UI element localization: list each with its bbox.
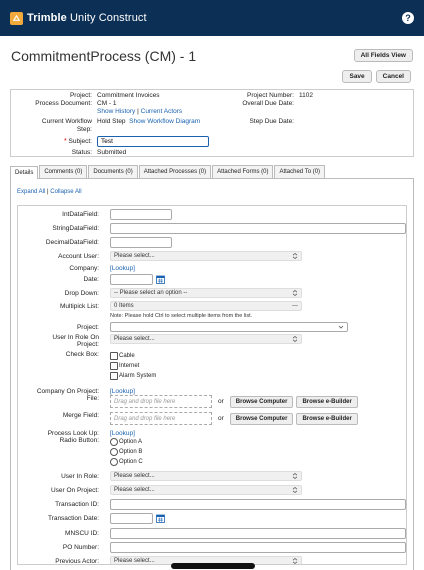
previous-actor-label: Previous Actor: — [55, 557, 99, 565]
trimble-logo-icon — [10, 12, 23, 25]
date-row — [18, 273, 406, 285]
project-row — [18, 321, 406, 333]
radio-option-b[interactable]: Option B — [110, 447, 142, 457]
separator: | — [47, 189, 49, 195]
all-fields-view-button[interactable]: All Fields View — [354, 49, 413, 62]
int-field-row — [18, 208, 406, 220]
user-role-project-row — [18, 334, 406, 350]
account-user-value: Please select... — [114, 253, 155, 259]
checkbox-alarm-system[interactable]: Alarm System — [110, 371, 156, 381]
radio-icon[interactable] — [110, 438, 118, 446]
company-row — [18, 263, 406, 273]
user-role-project-select[interactable] — [110, 334, 302, 344]
chevron-updown-icon — [292, 290, 298, 296]
multipick-label: Multipick List: — [59, 302, 99, 310]
brand-logo[interactable] — [10, 12, 147, 25]
process-document-value: CM - 1 — [97, 100, 117, 107]
overall-due-date-label: Overall Due Date: — [242, 100, 294, 107]
multipick-row — [18, 300, 406, 312]
radio-option-c[interactable]: Option C — [110, 457, 143, 467]
po-number-row — [18, 541, 406, 553]
project-number-label: Project Number: — [247, 92, 294, 99]
date-input[interactable] — [110, 274, 153, 285]
workflow-step-label-2: Step: — [76, 126, 92, 133]
string-field-label: StringDataField: — [52, 224, 99, 232]
action-bar — [0, 66, 424, 83]
user-project-select[interactable] — [110, 485, 302, 495]
mnscu-id-label: MNSCU ID: — [65, 529, 99, 537]
checkbox-icon[interactable] — [110, 372, 118, 380]
collapse-all-link[interactable]: Collapse All — [50, 189, 82, 195]
title-row — [0, 36, 424, 66]
merge-drop-zone[interactable]: Drag and drop file here — [110, 412, 212, 425]
multipick-select[interactable] — [110, 301, 302, 311]
account-user-label: Account User: — [58, 252, 99, 260]
user-role-select[interactable] — [110, 471, 302, 481]
account-user-select[interactable] — [110, 251, 302, 261]
page-title: CommitmentProcess (CM) - 1 — [11, 47, 197, 64]
show-workflow-diagram-link[interactable]: Show Workflow Diagram — [129, 118, 201, 125]
dropdown-value: -- Please select an option -- — [114, 290, 188, 296]
int-field-input[interactable] — [110, 209, 172, 220]
transaction-id-input[interactable] — [110, 499, 406, 510]
checkbox-row — [18, 351, 406, 385]
radio-icon[interactable] — [110, 448, 118, 456]
chevron-updown-icon — [292, 253, 298, 259]
process-document-label: Process Document: — [35, 100, 92, 107]
subject-input[interactable] — [97, 136, 209, 147]
workflow-step-value: Hold Step — [97, 118, 126, 125]
checkbox-icon[interactable] — [110, 362, 118, 370]
tab-details[interactable]: Details — [10, 166, 38, 179]
user-role-label: User In Role: — [61, 472, 99, 480]
project-field-label: Project: — [76, 323, 99, 331]
tab-attached-to[interactable]: Attached To (0) — [274, 165, 325, 178]
tab-documents[interactable]: Documents (0) — [88, 165, 137, 178]
help-icon[interactable]: ? — [402, 12, 414, 24]
company-label: Company: — [69, 264, 99, 272]
company-on-project-label: Company On Project: — [36, 387, 99, 395]
user-project-row — [18, 484, 406, 496]
tab-comments[interactable]: Comments (0) — [39, 165, 87, 178]
po-number-label: PO Number: — [62, 543, 99, 551]
user-project-label: User On Project: — [50, 486, 99, 494]
required-mark: * — [63, 137, 67, 145]
transaction-date-input[interactable] — [110, 513, 153, 524]
merge-browse-ebuilder-button[interactable]: Browse e-Builder — [296, 413, 357, 425]
workflow-step-label: Current Workflow — [41, 118, 92, 125]
multipick-value: 0 Items — [114, 303, 134, 309]
calendar-icon[interactable] — [156, 275, 165, 284]
current-actors-link[interactable]: Current Actors — [140, 108, 183, 115]
dropdown-select[interactable] — [110, 288, 302, 298]
user-role-row — [18, 470, 406, 482]
show-history-link[interactable]: Show History — [97, 108, 136, 115]
multipick-note: Note: Please hold Ctrl to select multiple items from the list. — [110, 313, 253, 319]
or-text: or — [218, 415, 224, 422]
transaction-id-label: Transaction ID: — [55, 500, 99, 508]
process-lookup-label: Process Look Up: — [47, 429, 99, 437]
chevron-updown-icon — [292, 473, 298, 479]
separator: | — [137, 108, 139, 115]
save-button[interactable]: Save — [342, 70, 371, 83]
summary-left — [11, 92, 239, 154]
merge-field-label: Merge Field: — [62, 412, 99, 419]
radio-option-a[interactable]: Option A — [110, 437, 142, 447]
checkbox-icon[interactable] — [110, 352, 118, 360]
merge-browse-computer-button[interactable]: Browse Computer — [230, 413, 294, 425]
cancel-button[interactable]: Cancel — [376, 70, 411, 83]
dropdown-label: Drop Down: — [64, 289, 99, 297]
mnscu-id-input[interactable] — [110, 528, 406, 539]
user-role-project-label: User In Role On Project: — [52, 334, 99, 348]
chevron-updown-icon — [292, 558, 298, 564]
radio-icon[interactable] — [110, 458, 118, 466]
user-role-value: Please select... — [114, 473, 155, 479]
company-on-project-lookup-link[interactable]: [Lookup] — [110, 387, 135, 395]
step-due-date-label: Step Due Date: — [249, 118, 294, 125]
project-label: Project: — [69, 92, 92, 99]
top-bar — [0, 0, 424, 36]
status-label: Status: — [71, 149, 92, 156]
multipick-note-row — [18, 312, 406, 320]
string-field-row — [18, 222, 406, 234]
user-project-value: Please select... — [114, 487, 155, 493]
tab-attached-forms[interactable]: Attached Forms (0) — [212, 165, 273, 178]
previous-actor-value: Please select... — [114, 558, 155, 564]
expand-collapse-links — [17, 189, 407, 195]
calendar-icon[interactable] — [156, 514, 165, 523]
project-value: Commitment Invoices — [97, 92, 160, 99]
chevron-down-icon — [338, 324, 344, 330]
account-user-row — [18, 250, 406, 262]
multipick-dash: --- — [292, 303, 298, 309]
details-panel — [10, 179, 414, 570]
decimal-field-input[interactable] — [110, 237, 172, 248]
or-text: or — [218, 398, 224, 405]
home-indicator — [171, 563, 255, 569]
transaction-id-row — [18, 498, 406, 510]
decimal-field-label: DecimalDataField: — [45, 238, 99, 246]
expand-all-link[interactable]: Expand All — [17, 189, 46, 195]
process-lookup-link[interactable]: [Lookup] — [110, 429, 135, 437]
chevron-updown-icon — [292, 336, 298, 342]
file-browse-computer-button[interactable]: Browse Computer — [230, 396, 294, 408]
tab-bar — [10, 165, 414, 179]
string-field-input[interactable] — [110, 223, 406, 234]
chevron-updown-icon — [292, 487, 298, 493]
transaction-date-row — [18, 512, 406, 524]
radio-label: Radio Button: — [59, 437, 99, 444]
checkbox-cable[interactable]: Cable — [110, 351, 135, 361]
checkbox-label: Check Box: — [65, 351, 99, 358]
brand-name: Trimble Unity Construct — [27, 12, 147, 24]
transaction-date-label: Transaction Date: — [47, 514, 99, 522]
radio-row — [18, 437, 406, 469]
subject-label: Subject: — [68, 137, 92, 145]
company-lookup-link[interactable]: [Lookup] — [110, 264, 135, 272]
int-field-label: IntDataField: — [62, 210, 99, 218]
file-label: File: — [86, 395, 99, 402]
mnscu-id-row — [18, 527, 406, 539]
details-form — [17, 205, 407, 565]
summary-right — [239, 92, 313, 154]
merge-field-row — [18, 412, 406, 426]
status-value: Submitted — [97, 149, 127, 156]
file-browse-ebuilder-button[interactable]: Browse e-Builder — [296, 396, 357, 408]
file-row — [18, 395, 406, 409]
project-select[interactable] — [110, 322, 348, 332]
dropdown-row — [18, 287, 406, 299]
project-number-value: 1102 — [299, 92, 313, 99]
date-label: Date: — [83, 275, 99, 283]
file-drop-zone[interactable]: Drag and drop file here — [110, 395, 212, 408]
po-number-input[interactable] — [110, 542, 406, 553]
decimal-field-row — [18, 236, 406, 248]
checkbox-internet[interactable]: Internet — [110, 361, 139, 371]
summary-box — [10, 89, 414, 157]
tab-attached-processes[interactable]: Attached Processes (0) — [139, 165, 211, 178]
user-role-project-value: Please select... — [114, 336, 155, 342]
